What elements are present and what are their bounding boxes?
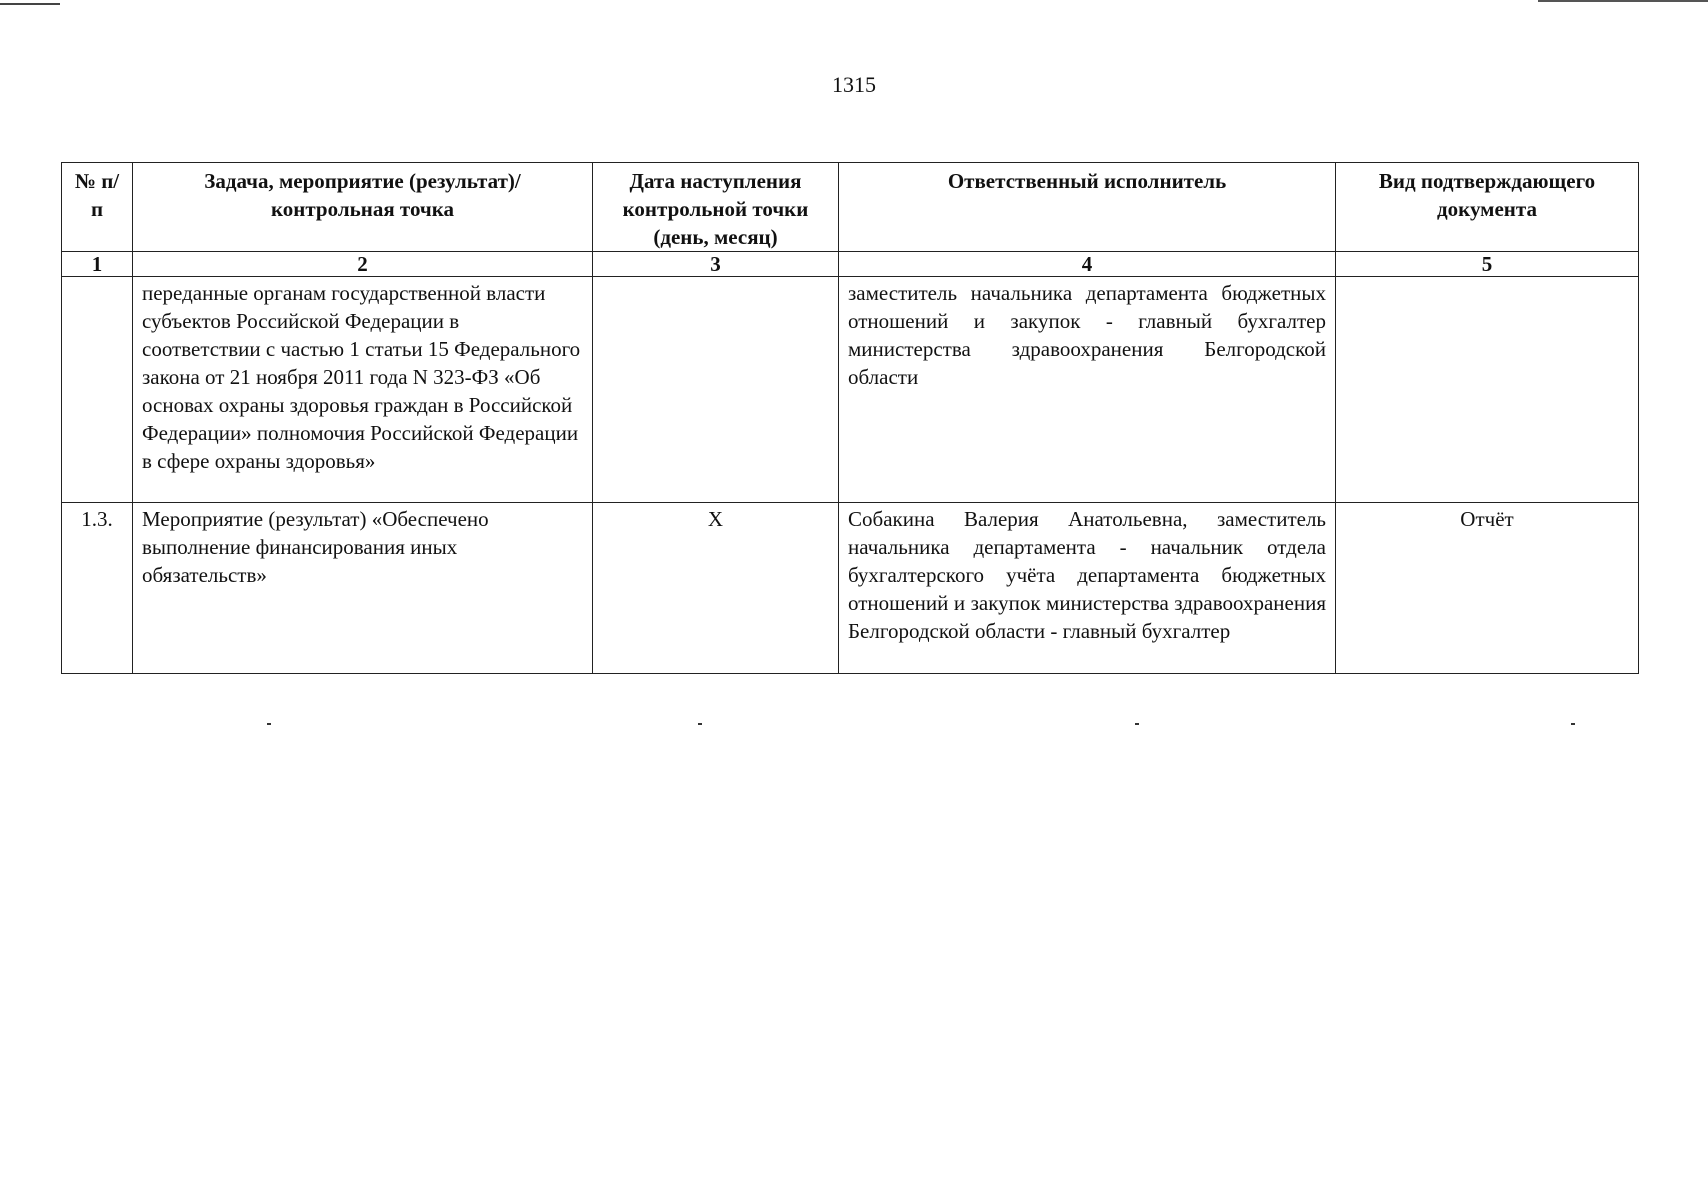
cell-number: 1.3.: [62, 503, 133, 674]
cell-date: [593, 277, 839, 503]
table-row: [62, 277, 1639, 503]
cell-executor: Собакина Валерия Анатольевна, заместитель начальника департамента - начальник отдела бухгалтерского учёта департамента бюджетных отношений и закупок министерства здравоохранения Белгородской области - главный бухгалтер: [839, 503, 1336, 674]
cell-number: [62, 277, 133, 503]
column-number: 5: [1336, 252, 1639, 277]
header-task: Задача, мероприятие (результат)/ контрольная точка: [133, 163, 593, 252]
column-number: 2: [133, 252, 593, 277]
cell-date: X: [593, 503, 839, 674]
page-number: 1315: [832, 72, 876, 97]
header-number: № п/п: [62, 163, 133, 252]
scan-edge-line-left: [0, 3, 60, 5]
cell-executor: заместитель начальника департамента бюджетных отношений и закупок - главный бухгалтер министерства здравоохранения Белгородской области: [839, 277, 1336, 503]
header-executor: Ответственный исполнитель: [839, 163, 1336, 252]
scan-edge-line-right: [1538, 0, 1708, 2]
column-number-row: [62, 252, 1639, 277]
scan-mark: [1571, 723, 1575, 725]
cell-task: переданные органам государственной власти субъектов Российской Федерации в соответствии с частью 1 статьи 15 Федерального закона от 21 ноября 2011 года N 323-ФЗ «Об основах охраны здоровья граждан в Российской Федерации» полномочия Российской Федерации в сфере охраны здоровья»: [133, 277, 593, 503]
header-document: Вид подтверждающего документа: [1336, 163, 1639, 252]
column-number: 3: [593, 252, 839, 277]
header-date: Дата наступления контрольной точки (день, месяц): [593, 163, 839, 252]
table-row: [62, 503, 1639, 674]
control-points-table: [61, 162, 1639, 674]
cell-task: Мероприятие (результат) «Обеспечено выполнение финансирования иных обязательств»: [133, 503, 593, 674]
header-row: [62, 163, 1639, 252]
scan-mark: [267, 723, 271, 725]
scan-mark: [698, 723, 702, 725]
column-number: 1: [62, 252, 133, 277]
scan-mark: [1135, 723, 1139, 725]
cell-document: [1336, 277, 1639, 503]
cell-document: Отчёт: [1336, 503, 1639, 674]
column-number: 4: [839, 252, 1336, 277]
